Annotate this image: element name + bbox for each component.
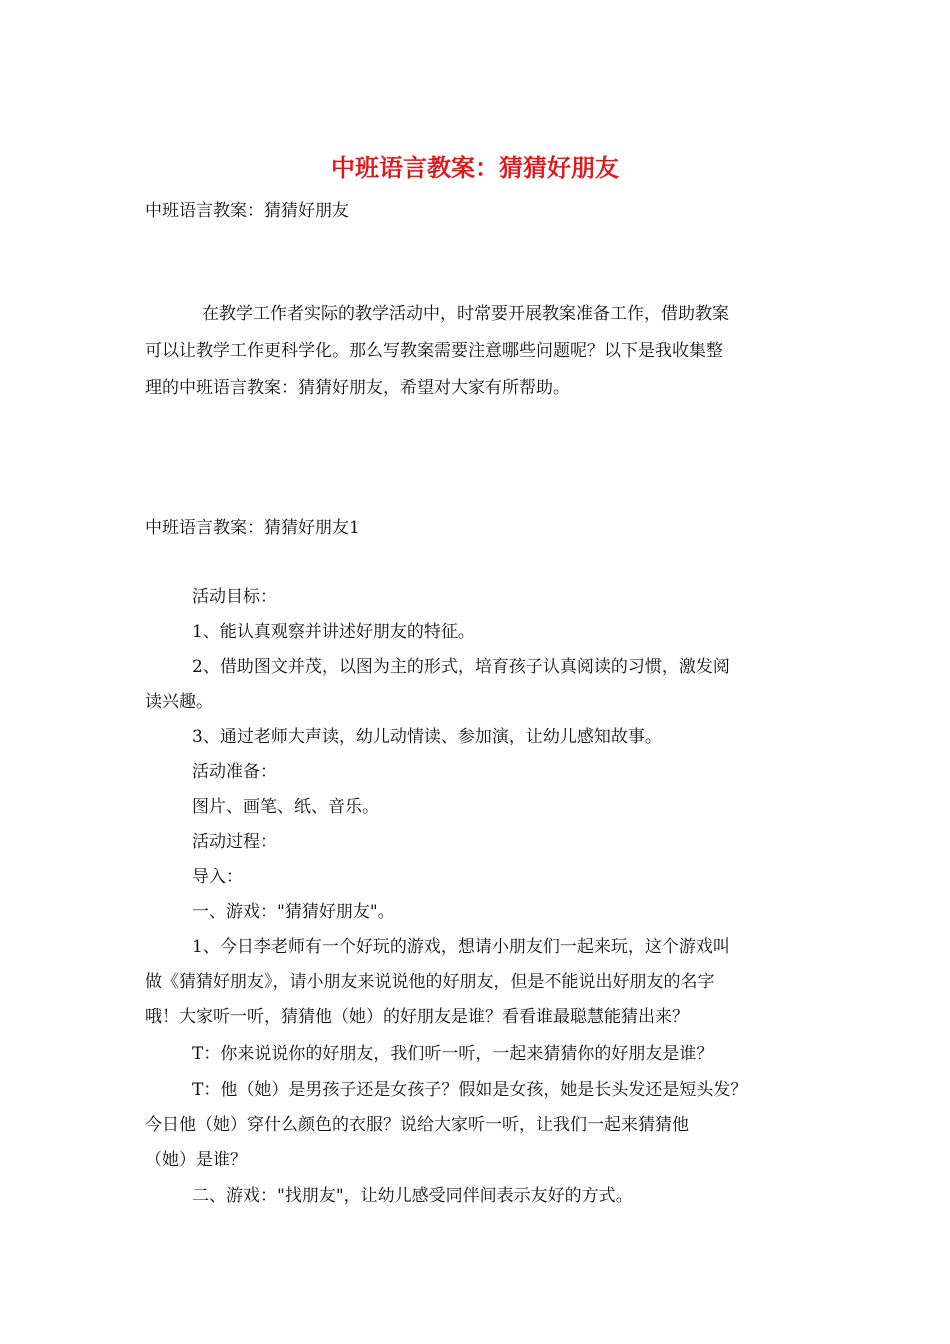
section-heading: 中班语言教案：猜猜好朋友1 [145,518,360,538]
intro-line-2: 可以让教学工作更科学化。那么写教案需要注意哪些问题呢？以下是我收集整 [145,341,723,361]
goal-3: 3、通过老师大声读，幼儿动情读、参加演，让幼儿感知故事。 [192,727,662,747]
game-1-para-3: 哦！大家听一听，猜猜他（她）的好朋友是谁？看看谁最聪慧能猜出来？ [145,1007,689,1027]
subtitle-line: 中班语言教案：猜猜好朋友 [145,201,349,221]
goal-2: 2、借助图文并茂，以图为主的形式，培育孩子认真阅读的习惯，激发阅 [192,657,730,677]
intro-heading: 导入： [192,867,243,887]
process-heading: 活动过程： [192,832,277,852]
intro-line-1: 在教学工作者实际的教学活动中，时常要开展教案准备工作，借助教案 [202,304,729,324]
intro-line-3: 理的中班语言教案：猜猜好朋友，希望对大家有所帮助。 [145,378,570,398]
prep-heading: 活动准备： [192,762,277,782]
prep-items: 图片、画笔、纸、音乐。 [192,797,379,817]
document-title: 中班语言教案：猜猜好朋友 [331,154,619,182]
game-2-heading: 二、游戏："找朋友"，让幼儿感受同伴间表示友好的方式。 [192,1186,633,1206]
goal-2-cont: 读兴趣。 [145,692,213,712]
teacher-line-2-end: （她）是谁？ [145,1150,247,1170]
goal-1: 1、能认真观察并讲述好朋友的特征。 [192,622,475,642]
goals-heading: 活动目标： [192,587,277,607]
teacher-line-2-cont: 今日他（她）穿什么颜色的衣服？说给大家听一听，让我们一起来猜猜他 [145,1115,689,1135]
teacher-line-2: T：他（她）是男孩子还是女孩子？假如是女孩，她是长头发还是短头发？ [192,1080,748,1100]
game-1-para-2: 做《猜猜好朋友》，请小朋友来说说他的好朋友，但是不能说出好朋友的名字 [145,972,715,992]
game-1-heading: 一、游戏："猜猜好朋友"。 [192,902,395,922]
game-1-para-1: 1、今日李老师有一个好玩的游戏，想请小朋友们一起来玩，这个游戏叫 [192,937,730,957]
teacher-line-1: T：你来说说你的好朋友，我们听一听，一起来猜猜你的好朋友是谁？ [192,1044,714,1064]
